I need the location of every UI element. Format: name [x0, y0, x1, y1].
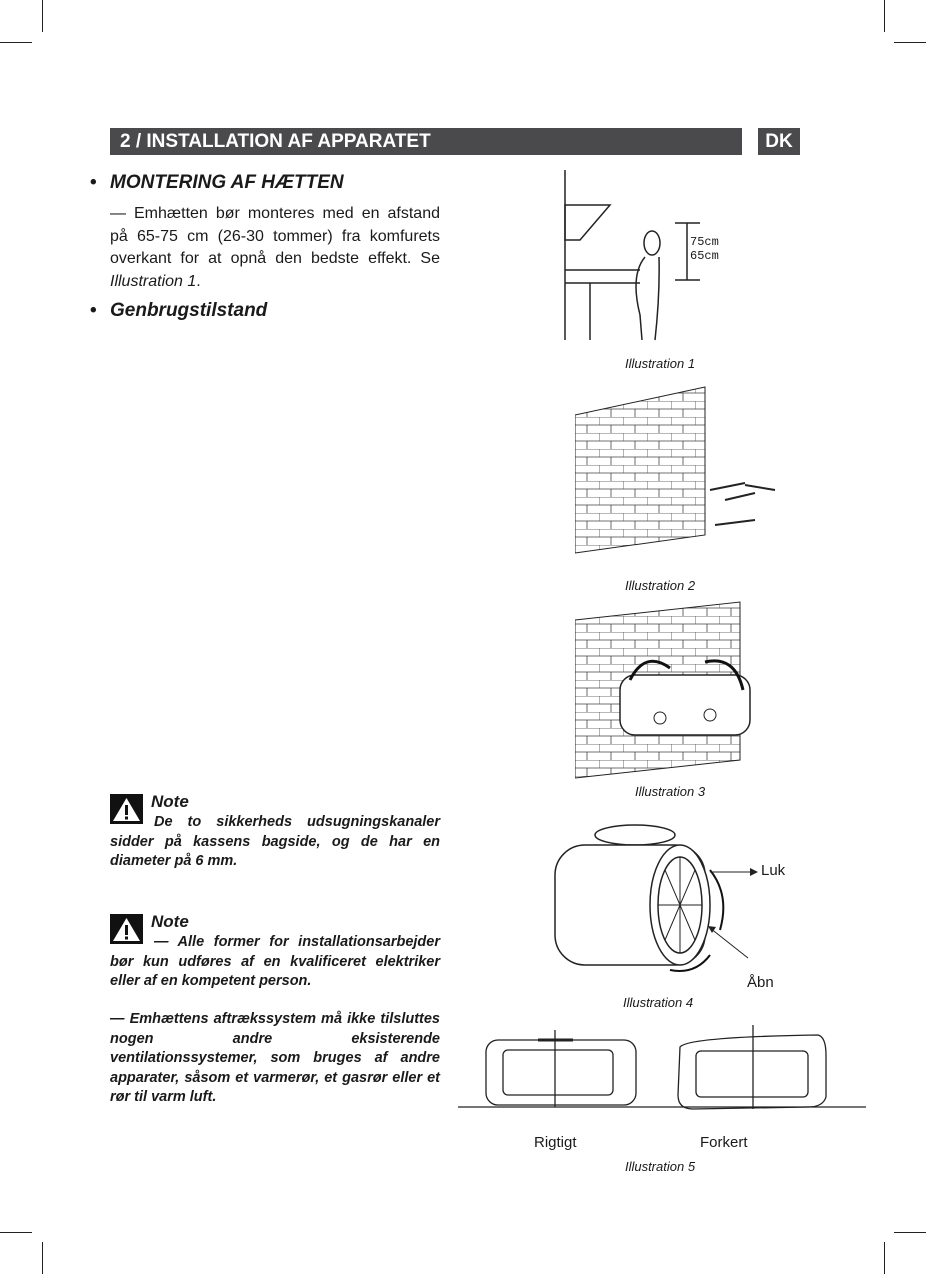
- open-label: Åbn: [747, 974, 774, 991]
- wrong-label: Forkert: [700, 1134, 748, 1151]
- note-text: — Emhættens aftrækssystem må ikke tilsluttes nogen andre eksisterende ventilationssystemer, som bruges af andre apparater, såsom et varmerør, et gasrør eller et rør til varm luft.: [110, 1011, 440, 1105]
- caption: Illustration 4: [622, 995, 694, 1010]
- illustration-3-drawing: [575, 600, 775, 780]
- caption: Illustration 2: [624, 578, 696, 593]
- crop-mark: [884, 0, 885, 32]
- height-dimension: [690, 235, 719, 263]
- close-label: Luk: [761, 862, 786, 879]
- note-label: Note: [151, 912, 189, 931]
- note-label: Note: [151, 792, 189, 811]
- section-title-mounting: • MONTERING AF HÆTTEN: [110, 172, 344, 194]
- note-text: De to sikkerheds udsugningskanaler sidder på kassens bagside, og de har en diameter på 6 mm.: [110, 814, 440, 869]
- language-badge: DK: [758, 128, 800, 155]
- period: .: [196, 272, 201, 290]
- mounting-text: [110, 203, 440, 293]
- crop-mark: [0, 42, 32, 43]
- correct-label: Rigtigt: [534, 1134, 577, 1151]
- illustration-ref: Illustration 1: [110, 272, 197, 290]
- section-header: 2 / INSTALLATION AF APPARATET: [110, 128, 742, 155]
- caption: Illustration 5: [624, 1159, 696, 1174]
- crop-mark: [42, 0, 43, 32]
- caption: Illustration 1: [624, 356, 696, 371]
- section-title-recirculation: • Genbrugstilstand: [110, 300, 267, 322]
- illustration-5-drawing: [458, 1025, 866, 1115]
- illustration-2-drawing: [575, 385, 785, 555]
- crop-mark: [42, 1242, 43, 1274]
- arrows: [708, 840, 768, 970]
- crop-mark: [894, 42, 926, 43]
- dim-min: 65cm: [690, 249, 719, 263]
- dim-max: 75cm: [690, 235, 719, 249]
- crop-mark: [0, 1232, 32, 1233]
- crop-mark: [884, 1242, 885, 1274]
- crop-mark: [894, 1232, 926, 1233]
- note-text: — Alle former for installationsarbejder bør kun udføres af en kvalificeret elektriker eller af en kompetent person.: [110, 934, 440, 989]
- caption: Illustration 3: [634, 784, 706, 799]
- mounting-body: — Emhætten bør monteres med en afstand på 65-75 cm (26-30 tommer) fra komfurets overkant for at opnå den bedste effekt. Se: [110, 205, 440, 267]
